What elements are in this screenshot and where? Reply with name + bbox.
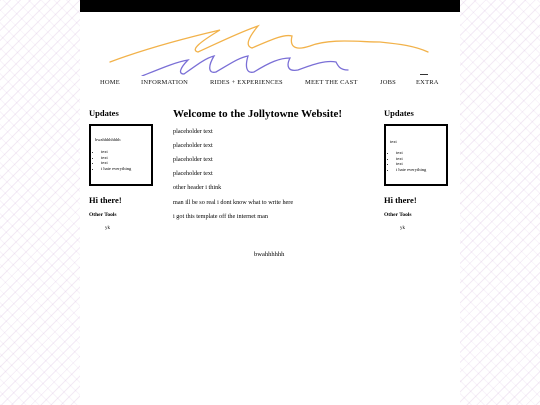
list-item: • text [101,149,131,155]
left-updates-box [89,124,153,186]
right-tools-heading: Other Tools [384,212,412,218]
content-line: other header i think [173,184,222,191]
footer-text: bwahhhhhh [254,251,285,258]
content-line: man ill be so real i dont know what to write here [173,199,294,206]
right-greeting: Hi there! [384,195,417,205]
content-line: placeholder text [173,142,213,149]
content-line: placeholder text [173,156,213,163]
list-item: • i hate everything [396,167,426,173]
left-updates-heading: Updates [89,108,119,118]
nav-item-meet-the-cast[interactable]: MEET THE CAST [305,79,358,86]
left-tools-text: yk [105,226,110,231]
left-updates-list [91,149,131,171]
right-updates-box [384,124,448,186]
nav-item-extra[interactable]: EXTRA [416,79,439,86]
left-sidebar [89,108,159,231]
nav-underline [420,74,428,75]
page-container [80,0,460,405]
left-greeting: Hi there! [89,195,122,205]
right-box-text: text [390,139,397,144]
content-line: placeholder text [173,170,213,177]
left-box-text: bwahhhhhhhh [95,137,121,142]
list-item: • text [396,161,426,167]
list-item: • text [396,156,426,162]
main-nav [80,79,460,91]
page-title: Welcome to the Jollytowne Website! [173,108,343,120]
nav-item-home[interactable]: HOME [100,79,120,86]
left-tools-heading: Other Tools [89,212,117,218]
content-line: placeholder text [173,128,213,135]
top-bar [80,0,460,12]
nav-item-jobs[interactable]: JOBS [380,79,396,86]
content-line: i got this template off the internet man [173,213,268,220]
right-updates-heading: Updates [384,108,414,118]
list-item: • text [396,150,426,156]
right-tools-text: yk [400,226,405,231]
right-updates-list [386,150,426,172]
nav-item-rides-experiences[interactable]: RIDES + EXPERIENCES [210,79,283,86]
nav-item-information[interactable]: INFORMATION [141,79,188,86]
list-item: • i hate everything [101,166,131,172]
list-item: • text [101,160,131,166]
banner-scribble-logo [80,12,460,76]
right-sidebar [384,108,454,231]
list-item: • text [101,155,131,161]
